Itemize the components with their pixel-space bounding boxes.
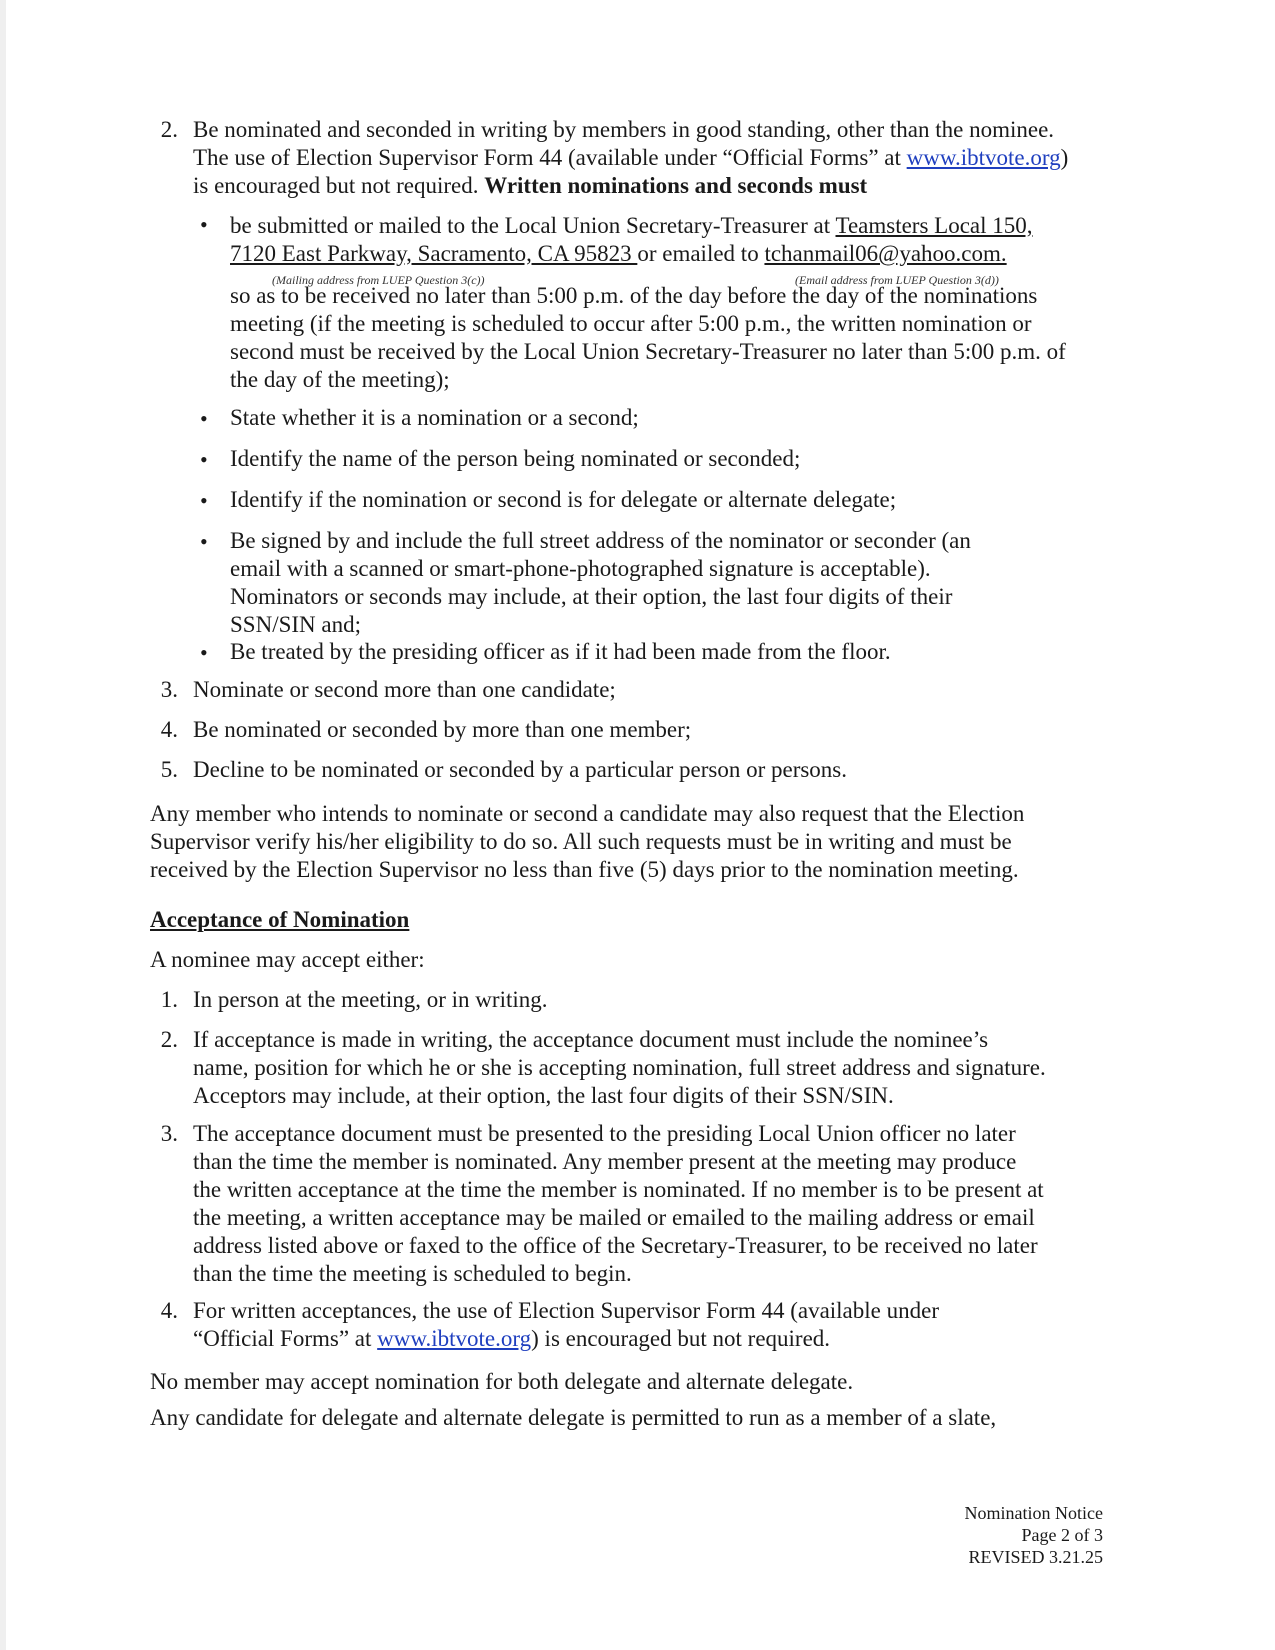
- item-text: [193, 1325, 830, 1353]
- email-caption: (Email address from LUEP Question 3(d)): [795, 273, 999, 287]
- item-number: 2.: [160, 117, 178, 142]
- page-number: Page 2 of 3: [1021, 1525, 1103, 1545]
- mailing-address: 7120 East Parkway, Sacramento, CA 95823: [230, 241, 638, 266]
- item-number: 4.: [160, 1298, 178, 1323]
- bullet-text: Nominators or seconds may include, at their option, the last four digits of their: [230, 584, 953, 609]
- item-text: Decline to be nominated or seconded by a particular person or persons.: [193, 757, 848, 782]
- bullet-icon: •: [200, 640, 208, 665]
- item-number: 4.: [160, 717, 178, 742]
- item-text: [193, 144, 1068, 172]
- text: ): [1060, 145, 1069, 170]
- bullet-text: [230, 240, 1007, 268]
- para-line: Supervisor verify his/her eligibility to do so. All such requests must be in writing and must be: [150, 829, 1012, 854]
- page-footer: [965, 1502, 1103, 1568]
- para-line: received by the Election Supervisor no less than five (5) days prior to the nomination meeting.: [150, 857, 1019, 882]
- bullet-text: meeting (if the meeting is scheduled to occur after 5:00 p.m., the written nomination or: [230, 311, 1032, 336]
- item-text: than the time the meeting is scheduled to begin.: [193, 1261, 632, 1286]
- revision-date: REVISED 3.21.25: [968, 1547, 1103, 1567]
- item-text: the written acceptance at the time the member is nominated. If no member is to be present at: [193, 1177, 1044, 1202]
- para-delegate-rule: No member may accept nomination for both delegate and alternate delegate.: [150, 1369, 854, 1394]
- bullet-text: email with a scanned or smart-phone-photographed signature is acceptable).: [230, 556, 931, 581]
- bullet-text: Be signed by and include the full street address of the nominator or seconder (an: [230, 528, 971, 553]
- item-text: If acceptance is made in writing, the acceptance document must include the nominee’s: [193, 1027, 989, 1052]
- item-text: the meeting, a written acceptance may be mailed or emailed to the mailing address or email: [193, 1205, 1035, 1230]
- item-text: Be nominated and seconded in writing by members in good standing, other than the nominee.: [193, 117, 1055, 142]
- bullet-icon: •: [200, 212, 208, 237]
- bullet-icon: •: [200, 406, 208, 431]
- bullet-text: Identify if the nomination or second is for delegate or alternate delegate;: [230, 487, 897, 512]
- text: be submitted or mailed to the Local Union Secretary-Treasurer at: [230, 213, 836, 238]
- para-line: Any member who intends to nominate or second a candidate may also request that the Election: [150, 801, 1025, 826]
- mailing-address: Teamsters Local 150,: [835, 213, 1033, 238]
- bullet-text: Be treated by the presiding officer as if it had been made from the floor.: [230, 639, 891, 664]
- item-text: Acceptors may include, at their option, the last four digits of their SSN/SIN.: [193, 1083, 894, 1108]
- bullet-text: so as to be received no later than 5:00 p.m. of the day before the day of the nominations: [230, 283, 1038, 308]
- item-text: Be nominated or seconded by more than one member;: [193, 717, 692, 742]
- text: The use of Election Supervisor Form 44 (available under “Official Forms” at: [193, 145, 907, 170]
- bullet-text: Identify the name of the person being nominated or seconded;: [230, 446, 801, 471]
- item-text: than the time the member is nominated. Any member present at the meeting may produce: [193, 1149, 1017, 1174]
- intro-text: A nominee may accept either:: [150, 947, 425, 972]
- ibtvote-link[interactable]: www.ibtvote.org: [377, 1326, 532, 1351]
- page-edge: [0, 0, 6, 1650]
- bullet-icon: •: [200, 529, 208, 554]
- item-text: name, position for which he or she is accepting nomination, full street address and signature.: [193, 1055, 1046, 1080]
- item-text: Nominate or second more than one candidate;: [193, 677, 616, 702]
- para-slate: Any candidate for delegate and alternate delegate is permitted to run as a member of a slate,: [150, 1405, 997, 1430]
- item-number: 2.: [160, 1027, 178, 1052]
- item-number: 3.: [160, 677, 178, 702]
- bold-text: Written nominations and seconds must: [484, 173, 868, 198]
- bullet-text: [230, 212, 1033, 240]
- section-heading: Acceptance of Nomination: [150, 907, 410, 932]
- bullet-text: SSN/SIN and;: [230, 612, 361, 637]
- text: or emailed to: [637, 241, 765, 266]
- text: is encouraged but not required.: [193, 173, 485, 198]
- bullet-text: the day of the meeting);: [230, 367, 450, 392]
- bullet-icon: •: [200, 488, 208, 513]
- item-text: address listed above or faxed to the office of the Secretary-Treasurer, to be received no later: [193, 1233, 1038, 1258]
- item-text: [193, 172, 867, 200]
- item-number: 3.: [160, 1121, 178, 1146]
- footer-title: Nomination Notice: [964, 1503, 1103, 1523]
- item-text: The acceptance document must be presented to the presiding Local Union officer no later: [193, 1121, 1016, 1146]
- item-text: For written acceptances, the use of Election Supervisor Form 44 (available under: [193, 1298, 939, 1323]
- ibtvote-link[interactable]: www.ibtvote.org: [906, 145, 1061, 170]
- bullet-text: second must be received by the Local Union Secretary-Treasurer no later than 5:00 p.m. of: [230, 339, 1066, 364]
- item-number: 5.: [160, 757, 178, 782]
- mailing-caption: (Mailing address from LUEP Question 3(c)): [272, 273, 485, 287]
- text: “Official Forms” at: [193, 1326, 378, 1351]
- item-text: In person at the meeting, or in writing.: [193, 987, 548, 1012]
- email-address: tchanmail06@yahoo.com.: [764, 241, 1007, 266]
- text: ) is encouraged but not required.: [531, 1326, 831, 1351]
- item-number: 1.: [160, 987, 178, 1012]
- bullet-text: State whether it is a nomination or a second;: [230, 405, 639, 430]
- bullet-icon: •: [200, 447, 208, 472]
